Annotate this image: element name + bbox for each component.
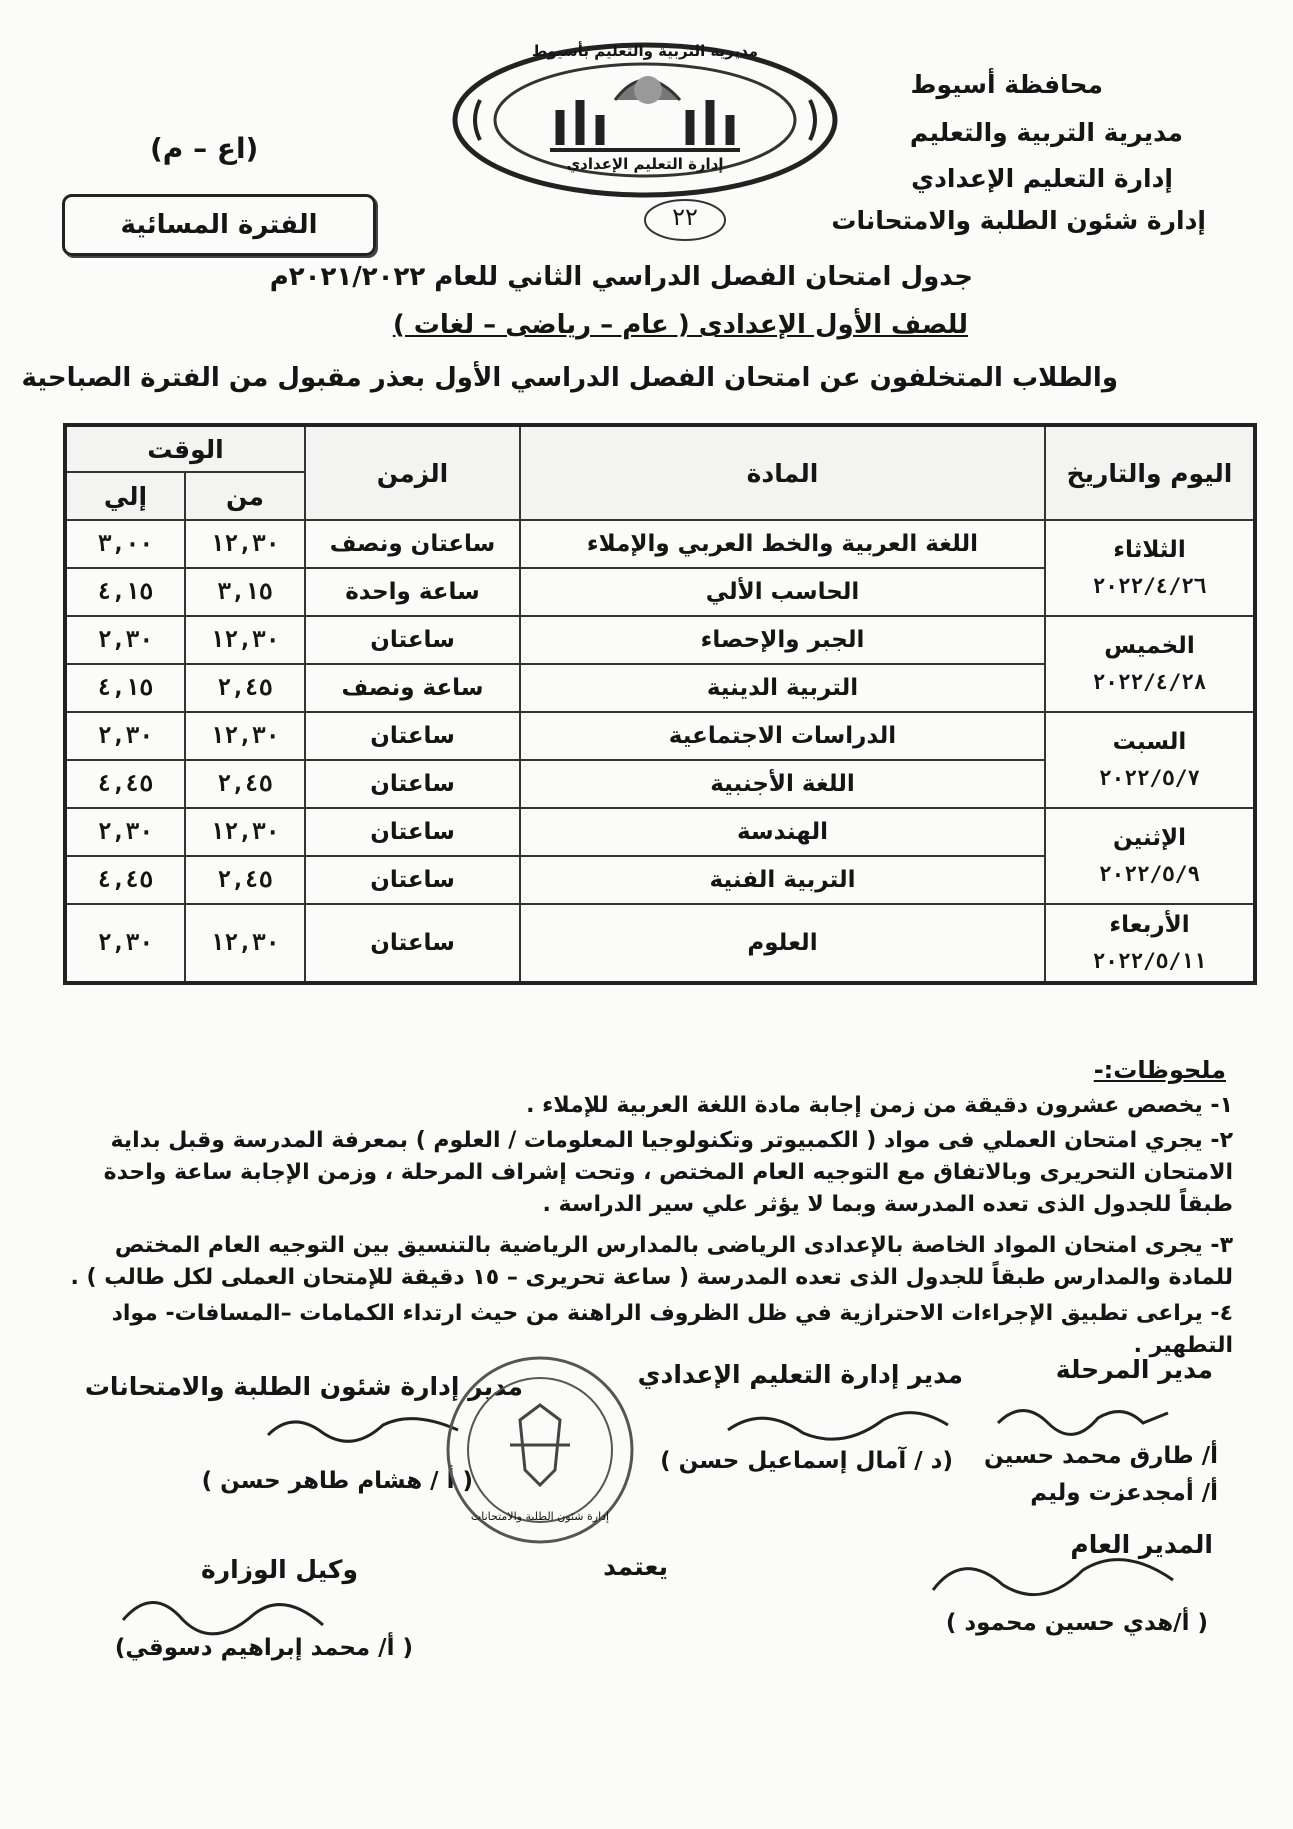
duration-cell: ساعتان	[305, 856, 520, 904]
to-cell: ٢,٣٠	[65, 616, 185, 664]
day-cell	[1045, 904, 1255, 983]
exam-date: ٢٠٢٢/٥/٧	[1098, 766, 1201, 790]
duration-cell: ساعتان	[305, 760, 520, 808]
stage-director-signature	[993, 1393, 1173, 1442]
to-cell: ٤,١٥	[65, 664, 185, 712]
subject-cell: الجبر والإحصاء	[520, 616, 1045, 664]
subject-cell: الهندسة	[520, 808, 1045, 856]
subject-cell: الدراسات الاجتماعية	[520, 712, 1045, 760]
from-cell: ١٢,٣٠	[185, 616, 305, 664]
deputy-minister-name: ( أ/ محمد إبراهيم دسوقي)	[114, 1635, 413, 1661]
header-from: من	[185, 472, 305, 520]
stage-director-title: مدير المرحلة	[1055, 1355, 1213, 1384]
to-cell: ٤,١٥	[65, 568, 185, 616]
from-cell: ٢,٤٥	[185, 664, 305, 712]
table-row	[65, 616, 1255, 664]
exam-date: ٢٠٢٢/٥/٩	[1098, 862, 1201, 886]
to-cell: ٤,٤٥	[65, 856, 185, 904]
duration-cell: ساعتان ونصف	[305, 520, 520, 568]
from-cell: ١٢,٣٠	[185, 808, 305, 856]
notes-title: ملحوظات:-	[1093, 1056, 1226, 1084]
day-cell	[1045, 712, 1255, 808]
to-cell: ٤,٤٥	[65, 760, 185, 808]
directorate-label: مديرية التربية والتعليم	[909, 118, 1183, 147]
official-stamp	[440, 1350, 640, 1550]
day-name: الأربعاء	[1109, 912, 1190, 938]
administration-label: إدارة التعليم الإعدادي	[911, 164, 1173, 193]
from-cell: ١٢,٣٠	[185, 712, 305, 760]
from-cell: ٢,٤٥	[185, 856, 305, 904]
exam-schedule-table	[63, 423, 1257, 985]
header-day-date: اليوم والتاريخ	[1045, 425, 1255, 520]
day-name: السبت	[1112, 729, 1187, 755]
note-item: ٢- يجري امتحان العملي فى مواد ( الكمبيوتر وتكنولوجيا المعلومات / العلوم ) بمعرفة المدرسة وقبل بداية الامتحان التحريرى وبالاتفاق مع التوجيه العام المختص ، وتحت إشراف المرحلة ، وزمن الإجابة ساعة واحدة طبقاً للجدول الذى تعده المدرسة وبما لا يؤثر علي سير الدراسة .	[103, 1128, 1233, 1217]
registration-number: ٢٢	[672, 203, 698, 231]
header-time: الوقت	[65, 425, 305, 472]
stage-director-name-1: أ/ طارق محمد حسين	[984, 1443, 1218, 1469]
header-duration: الزمن	[305, 425, 520, 520]
title-line-1: جدول امتحان الفصل الدراسي الثاني للعام ٢٠٢١/٢٠٢٢م	[269, 262, 973, 292]
title-line-2: للصف الأول الإعدادى ( عام – رياضى – لغات )	[392, 310, 968, 340]
subject-cell: العلوم	[520, 904, 1045, 983]
duration-cell: ساعتان	[305, 712, 520, 760]
prep-director-title: مدير إدارة التعليم الإعدادي	[637, 1360, 963, 1389]
to-cell: ٢,٣٠	[65, 712, 185, 760]
general-director-title: المدير العام	[1070, 1530, 1213, 1559]
exam-date: ٢٠٢٢/٥/١١	[1092, 949, 1207, 973]
directorate-logo	[450, 40, 840, 200]
day-name: الإثنين	[1112, 825, 1187, 851]
general-director-signature	[923, 1540, 1183, 1614]
period-box	[62, 194, 376, 256]
duration-cell: ساعتان	[305, 616, 520, 664]
header-subject: المادة	[520, 425, 1045, 520]
exam-date: ٢٠٢٢/٤/٢٦	[1092, 574, 1207, 598]
affairs-director-signature	[263, 1405, 463, 1459]
logo-arc-text: مديرية التربية والتعليم بأسيوط	[531, 42, 759, 60]
period-label: الفترة المسائية	[120, 210, 318, 240]
document-code: (اع – م)	[150, 132, 259, 165]
prep-director-signature	[723, 1395, 953, 1454]
table-row	[65, 712, 1255, 760]
stamp-text: إدارة شئون الطلبة والامتحانات	[470, 1510, 610, 1523]
day-name: الخميس	[1104, 633, 1195, 659]
from-cell: ١٢,٣٠	[185, 904, 305, 983]
from-cell: ١٢,٣٠	[185, 520, 305, 568]
subject-cell: التربية الدينية	[520, 664, 1045, 712]
affairs-department-label: إدارة شئون الطلبة والامتحانات	[831, 206, 1206, 235]
day-cell	[1045, 808, 1255, 904]
logo-center-text: إدارة التعليم الإعدادي	[566, 155, 724, 173]
exam-date: ٢٠٢٢/٤/٢٨	[1092, 670, 1207, 694]
day-name: الثلاثاء	[1113, 537, 1186, 563]
title-line-3: والطلاب المتخلفون عن امتحان الفصل الدراسي الأول بعذر مقبول من الفترة الصباحية	[21, 363, 1118, 393]
header-to: إلي	[65, 472, 185, 520]
affairs-director-name: ( أ / هشام طاهر حسن )	[201, 1468, 473, 1494]
prep-director-name: (د / آمال إسماعيل حسن )	[660, 1448, 953, 1474]
from-cell: ٣,١٥	[185, 568, 305, 616]
subject-cell: اللغة الأجنبية	[520, 760, 1045, 808]
general-director-name: ( أ/هدي حسين محمود )	[945, 1610, 1208, 1636]
to-cell: ٣,٠٠	[65, 520, 185, 568]
to-cell: ٢,٣٠	[65, 808, 185, 856]
day-cell	[1045, 520, 1255, 616]
approval-label: يعتمد	[603, 1552, 668, 1581]
duration-cell: ساعة ونصف	[305, 664, 520, 712]
affairs-director-title: مدير إدارة شئون الطلبة والامتحانات	[84, 1372, 523, 1401]
stage-director-name-2: أ/ أمجدعزت وليم	[1030, 1480, 1218, 1506]
table-row	[65, 904, 1255, 983]
note-item: ٤- يراعى تطبيق الإجراءات الاحترازية في ظل الظروف الراهنة من حيث ارتداء الكمامات –المسافات- مواد التطهير .	[111, 1301, 1233, 1358]
to-cell: ٢,٣٠	[65, 904, 185, 983]
subject-cell: اللغة العربية والخط العربي والإملاء	[520, 520, 1045, 568]
governorate-label: محافظة أسيوط	[910, 70, 1103, 99]
deputy-minister-title: وكيل الوزارة	[200, 1555, 358, 1584]
table-row	[65, 520, 1255, 568]
note-item: ١- يخصص عشرون دقيقة من زمن إجابة مادة اللغة العربية للإملاء .	[526, 1093, 1233, 1118]
duration-cell: ساعة واحدة	[305, 568, 520, 616]
day-cell	[1045, 616, 1255, 712]
duration-cell: ساعتان	[305, 904, 520, 983]
registration-number-stamp	[640, 195, 730, 245]
table-row	[65, 808, 1255, 856]
subject-cell: الحاسب الألي	[520, 568, 1045, 616]
note-item: ٣- يجرى امتحان المواد الخاصة بالإعدادى الرياضى بالمدارس الرياضية بالتنسيق بين التوجيه العام المختص للمادة والمدارس طبقاً للجدول الذى تعده المدرسة ( ساعة تحريرى – ١٥ دقيقة للإمتحان العملى لكل طالب ) .	[70, 1233, 1233, 1290]
subject-cell: التربية الفنية	[520, 856, 1045, 904]
duration-cell: ساعتان	[305, 808, 520, 856]
from-cell: ٢,٤٥	[185, 760, 305, 808]
